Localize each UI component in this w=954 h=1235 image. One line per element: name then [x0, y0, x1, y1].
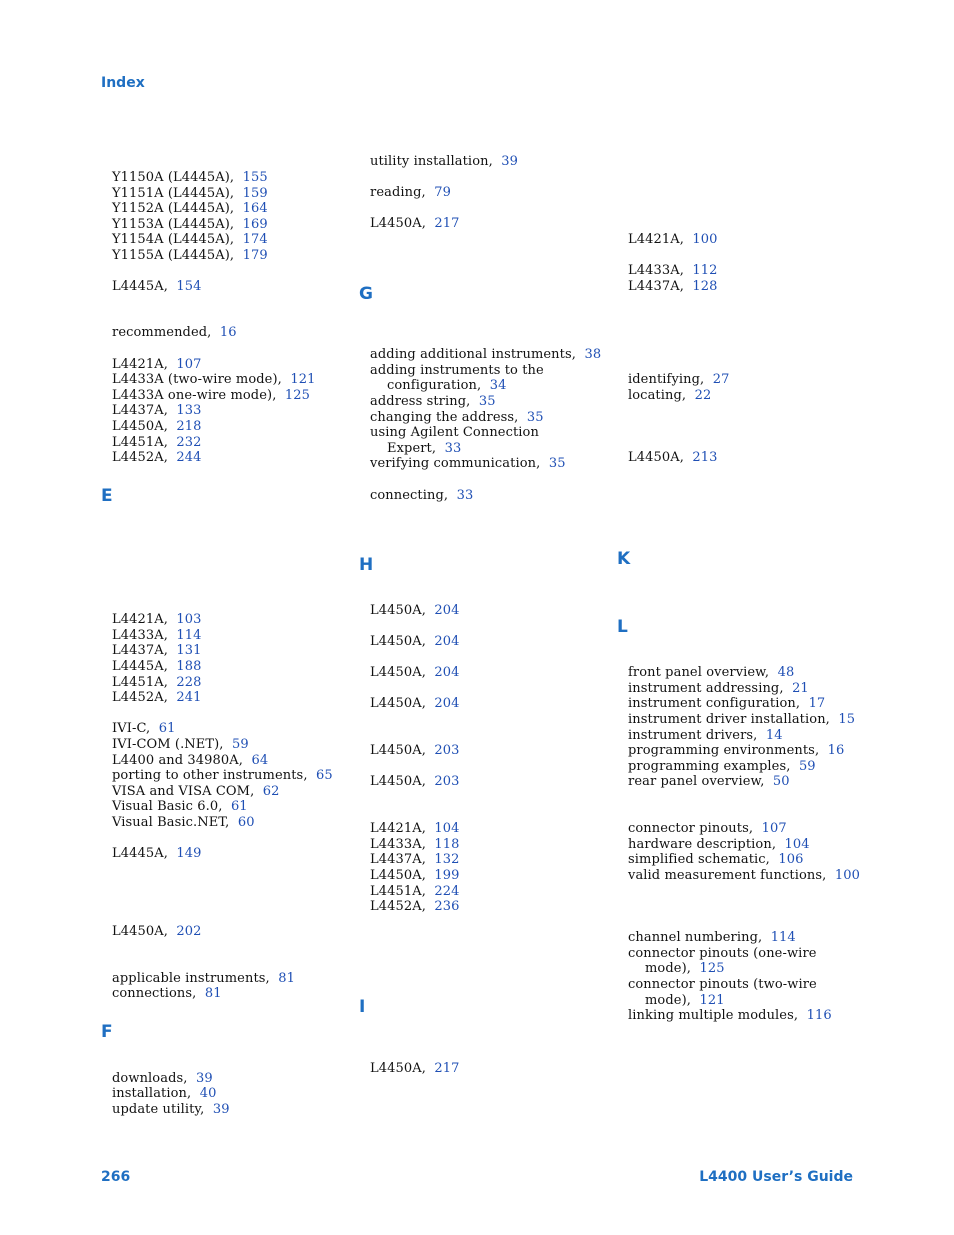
- index-entry: [112, 924, 202, 940]
- index-entry-text: installation,: [112, 1086, 192, 1101]
- page-link[interactable]: 21: [792, 681, 809, 696]
- index-entry: [112, 372, 315, 388]
- index-entry-text: L4437A,: [112, 643, 168, 658]
- index-entry-text: utility installation,: [370, 154, 493, 169]
- page-link[interactable]: 125: [284, 388, 311, 403]
- page-link[interactable]: 174: [242, 232, 268, 247]
- index-entry-text: front panel overview,: [628, 665, 770, 680]
- page-link[interactable]: 59: [232, 737, 249, 752]
- index-entry-text: L4421A,: [112, 612, 168, 627]
- index-entry: [370, 603, 460, 619]
- index-entry-text: L4421A,: [628, 232, 684, 247]
- index-entry: [112, 768, 333, 784]
- page-link[interactable]: 154: [176, 279, 202, 294]
- index-entry-text: Visual Basic.NET,: [112, 815, 230, 830]
- index-entry-text: adding instruments to the: [370, 363, 544, 378]
- index-entry: [370, 743, 460, 759]
- index-entry-text: L4450A,: [370, 868, 426, 883]
- index-entry: [370, 378, 506, 394]
- page-link[interactable]: 217: [434, 216, 460, 231]
- page-link[interactable]: 16: [827, 743, 845, 758]
- index-entry-text: L4450A,: [370, 696, 426, 711]
- page-link[interactable]: 65: [316, 768, 333, 783]
- page-link[interactable]: 81: [278, 971, 295, 986]
- index-entry: [370, 363, 544, 379]
- index-entry: [370, 488, 473, 504]
- page-link[interactable]: 104: [784, 837, 810, 852]
- page-link[interactable]: 35: [478, 394, 496, 409]
- index-entry: [370, 634, 460, 650]
- index-entry-text: Y1150A (L4445A),: [112, 170, 235, 185]
- index-entry-text: L4437A,: [370, 852, 426, 867]
- index-entry-text: update utility,: [112, 1102, 205, 1117]
- index-entry-text: IVI-C,: [112, 721, 151, 736]
- page-link[interactable]: 33: [456, 488, 474, 503]
- index-entry-text: L4450A,: [628, 450, 684, 465]
- index-entry-text: identifying,: [628, 372, 705, 387]
- index-entry-text: valid measurement functions,: [628, 868, 827, 883]
- index-entry-text: L4451A,: [370, 884, 426, 899]
- page-link[interactable]: 39: [195, 1071, 213, 1086]
- index-entry-text: using Agilent Connection: [370, 425, 539, 440]
- index-entry: [112, 403, 202, 419]
- index-entry-text: L4445A,: [112, 659, 168, 674]
- index-entry: [370, 216, 460, 232]
- index-entry-text: mode),: [645, 993, 691, 1008]
- page-link[interactable]: 204: [434, 696, 460, 711]
- page-link[interactable]: 232: [176, 435, 202, 450]
- index-entry-text: Y1155A (L4445A),: [112, 248, 235, 263]
- index-letter-l: L: [617, 617, 628, 637]
- index-entry: [628, 930, 796, 946]
- index-entry-text: Y1152A (L4445A),: [112, 201, 235, 216]
- index-entry: [370, 837, 460, 853]
- index-entry-text: changing the address,: [370, 410, 519, 425]
- page-link[interactable]: 203: [434, 743, 460, 758]
- index-entry: [628, 1008, 832, 1024]
- index-entry: [628, 743, 844, 759]
- page-link[interactable]: 204: [434, 665, 460, 680]
- index-entry: [370, 899, 460, 915]
- index-entry-text: applicable instruments,: [112, 971, 270, 986]
- page-link[interactable]: 114: [770, 930, 796, 945]
- index-entry-text: configuration,: [387, 378, 482, 393]
- page-link[interactable]: 125: [699, 961, 725, 976]
- page-link[interactable]: 149: [176, 846, 202, 861]
- page-link[interactable]: 169: [242, 217, 268, 232]
- index-entry: [370, 852, 460, 868]
- page-link[interactable]: 17: [808, 696, 826, 711]
- index-entry: [112, 170, 268, 186]
- index-entry: [628, 774, 790, 790]
- index-entry-text: connections,: [112, 986, 197, 1001]
- index-entry: [112, 612, 202, 628]
- index-entry-text: L4433A,: [628, 263, 684, 278]
- page-link[interactable]: 39: [501, 154, 519, 169]
- page-link[interactable]: 203: [434, 774, 460, 789]
- index-entry: [112, 1086, 216, 1102]
- index-entry: [628, 263, 718, 279]
- page-link[interactable]: 218: [176, 419, 202, 434]
- index-entry-text: L4400 and 34980A,: [112, 753, 244, 768]
- index-entry: [112, 435, 202, 451]
- index-entry: [112, 753, 268, 769]
- index-entry: [112, 325, 237, 341]
- index-entry: [628, 961, 725, 977]
- index-entry: [112, 186, 268, 202]
- page-link[interactable]: 79: [434, 185, 451, 200]
- page-link[interactable]: 106: [778, 852, 804, 867]
- index-entry: [112, 201, 268, 217]
- page-link[interactable]: 60: [237, 815, 255, 830]
- index-entry: [370, 1061, 460, 1077]
- page-link[interactable]: 228: [176, 675, 202, 690]
- index-entry: [370, 185, 451, 201]
- index-entry-text: L4452A,: [370, 899, 426, 914]
- index-entry-text: verifying communication,: [370, 456, 541, 471]
- index-entry-text: connector pinouts (two-wire: [628, 977, 817, 992]
- index-entry-text: L4421A,: [370, 821, 426, 836]
- index-letter-f: F: [101, 1022, 113, 1042]
- index-entry-text: L4433A (two-wire mode),: [112, 372, 282, 387]
- index-entry-text: IVI-COM (.NET),: [112, 737, 224, 752]
- page-link[interactable]: 236: [434, 899, 460, 914]
- index-entry: [112, 659, 202, 675]
- page-link[interactable]: 104: [434, 821, 460, 836]
- index-entry: [628, 993, 725, 1009]
- index-entry-text: L4450A,: [370, 603, 426, 618]
- index-entry-text: L4450A,: [370, 774, 426, 789]
- index-entry-text: reading,: [370, 185, 426, 200]
- index-entry-text: L4452A,: [112, 450, 168, 465]
- index-entry-text: L4450A,: [370, 665, 426, 680]
- index-entry-text: instrument configuration,: [628, 696, 801, 711]
- page-link[interactable]: 224: [434, 884, 460, 899]
- index-entry-text: L4450A,: [370, 1061, 426, 1076]
- index-entry: [370, 425, 539, 441]
- index-entry: [112, 357, 202, 373]
- page-link[interactable]: 164: [242, 201, 268, 216]
- page-link[interactable]: 121: [699, 993, 725, 1008]
- index-entry: [628, 372, 730, 388]
- page-link[interactable]: 204: [434, 634, 460, 649]
- index-entry: [112, 450, 202, 466]
- index-entry-text: L4450A,: [370, 216, 426, 231]
- index-entry: [370, 441, 461, 457]
- index-entry-text: L4421A,: [112, 357, 168, 372]
- index-entry: [628, 450, 718, 466]
- index-entry: [112, 815, 255, 831]
- index-entry: [370, 821, 460, 837]
- index-entry-text: L4445A,: [112, 279, 168, 294]
- index-entry: [628, 821, 787, 837]
- index-entry: [370, 347, 601, 363]
- page-link[interactable]: 114: [176, 628, 202, 643]
- page-link[interactable]: 155: [242, 170, 268, 185]
- page-link[interactable]: 241: [176, 690, 202, 705]
- index-entry: [112, 1102, 230, 1118]
- index-entry-text: address string,: [370, 394, 471, 409]
- index-entry-text: instrument drivers,: [628, 728, 758, 743]
- index-entry: [628, 868, 860, 884]
- page-link[interactable]: 35: [548, 456, 566, 471]
- index-entry-text: channel numbering,: [628, 930, 763, 945]
- page-link[interactable]: 14: [765, 728, 783, 743]
- index-entry: [112, 675, 202, 691]
- index-entry-text: rear panel overview,: [628, 774, 765, 789]
- index-entry: [112, 628, 202, 644]
- page-link[interactable]: 16: [219, 325, 237, 340]
- index-entry-text: Y1154A (L4445A),: [112, 232, 235, 247]
- index-entry-text: locating,: [628, 388, 687, 403]
- index-entry: [112, 690, 202, 706]
- page-link[interactable]: 244: [176, 450, 202, 465]
- page-link[interactable]: 27: [712, 372, 730, 387]
- page-link[interactable]: 48: [777, 665, 795, 680]
- index-entry-text: recommended,: [112, 325, 212, 340]
- index-entry: [112, 279, 202, 295]
- page-link[interactable]: 188: [176, 659, 202, 674]
- index-entry: [370, 665, 460, 681]
- index-entry-text: programming examples,: [628, 759, 791, 774]
- index-entry: [370, 410, 544, 426]
- index-entry: [112, 248, 268, 264]
- index-entry: [628, 681, 809, 697]
- index-entry: [370, 154, 518, 170]
- index-entry: [628, 946, 817, 962]
- page-link[interactable]: 199: [434, 868, 460, 883]
- page-link[interactable]: 33: [444, 441, 462, 456]
- index-entry-text: L4433A,: [370, 837, 426, 852]
- index-entry-text: connector pinouts (one-wire: [628, 946, 817, 961]
- index-entry-text: L4452A,: [112, 690, 168, 705]
- page-link[interactable]: 59: [798, 759, 816, 774]
- page-link[interactable]: 107: [761, 821, 787, 836]
- page-link[interactable]: 202: [176, 924, 202, 939]
- index-entry: [112, 1071, 213, 1087]
- page-link[interactable]: 112: [692, 263, 718, 278]
- page-link[interactable]: 50: [772, 774, 790, 789]
- index-entry-text: hardware description,: [628, 837, 777, 852]
- index-entry: [628, 665, 794, 681]
- index-entry-text: mode),: [645, 961, 691, 976]
- index-letter-k: K: [617, 549, 631, 569]
- page-link[interactable]: 103: [176, 612, 202, 627]
- index-entry: [112, 971, 295, 987]
- page-link[interactable]: 34: [489, 378, 507, 393]
- index-entry-text: adding additional instruments,: [370, 347, 576, 362]
- index-entry: [628, 279, 718, 295]
- index-entry: [628, 696, 825, 712]
- page-link[interactable]: 132: [434, 852, 460, 867]
- page-link[interactable]: 100: [834, 868, 860, 883]
- index-entry: [370, 394, 496, 410]
- index-letter-e: E: [101, 486, 113, 506]
- index-entry-text: Y1153A (L4445A),: [112, 217, 235, 232]
- page-link[interactable]: 131: [176, 643, 202, 658]
- index-entry-text: instrument addressing,: [628, 681, 784, 696]
- index-entry-text: porting to other instruments,: [112, 768, 308, 783]
- page-link[interactable]: 128: [692, 279, 718, 294]
- index-entry: [112, 737, 249, 753]
- index-letter-g: G: [359, 284, 373, 304]
- index-entry-text: L4450A,: [112, 924, 168, 939]
- index-entry: [112, 986, 222, 1002]
- index-entry-text: L4451A,: [112, 435, 168, 450]
- page-link[interactable]: 213: [692, 450, 718, 465]
- page-link[interactable]: 133: [176, 403, 202, 418]
- index-entry-text: L4445A,: [112, 846, 168, 861]
- index-entry: [628, 977, 817, 993]
- index-entry-text: L4433A one-wire mode),: [112, 388, 277, 403]
- guide-title: L4400 User’s Guide: [699, 1169, 853, 1185]
- index-entry: [628, 728, 783, 744]
- index-entry-text: downloads,: [112, 1071, 188, 1086]
- index-entry-text: L4450A,: [112, 419, 168, 434]
- index-letter-h: H: [359, 555, 374, 575]
- index-entry: [112, 217, 268, 233]
- page-link[interactable]: 118: [434, 837, 460, 852]
- index-entry: [370, 868, 460, 884]
- page-link[interactable]: 61: [158, 721, 176, 736]
- index-entry-text: linking multiple modules,: [628, 1008, 799, 1023]
- index-entry: [112, 643, 202, 659]
- page-link[interactable]: 64: [251, 753, 269, 768]
- page-link[interactable]: 15: [838, 712, 856, 727]
- index-entry: [628, 232, 718, 248]
- index-entry: [628, 837, 810, 853]
- page-link[interactable]: 38: [584, 347, 602, 362]
- page-number: 266: [101, 1169, 131, 1185]
- index-entry-text: connector pinouts,: [628, 821, 754, 836]
- page-link[interactable]: 81: [204, 986, 222, 1001]
- index-entry: [370, 774, 460, 790]
- page-link[interactable]: 40: [199, 1086, 217, 1101]
- page-link[interactable]: 35: [526, 410, 544, 425]
- index-entry-text: L4450A,: [370, 634, 426, 649]
- index-entry: [112, 799, 248, 815]
- index-entry-text: VISA and VISA COM,: [112, 784, 255, 799]
- index-entry: [628, 852, 804, 868]
- index-entry: [112, 388, 310, 404]
- index-entry-text: Y1151A (L4445A),: [112, 186, 235, 201]
- page-link[interactable]: 62: [262, 784, 280, 799]
- index-entry: [628, 759, 816, 775]
- index-entry: [112, 784, 280, 800]
- page-link[interactable]: 22: [694, 388, 712, 403]
- index-entry-text: L4437A,: [112, 403, 168, 418]
- index-entry-text: Visual Basic 6.0,: [112, 799, 223, 814]
- page-link[interactable]: 107: [176, 357, 202, 372]
- index-entry-text: simplified schematic,: [628, 852, 770, 867]
- index-entry: [628, 388, 711, 404]
- index-entry: [370, 696, 460, 712]
- index-entry: [628, 712, 855, 728]
- page-link[interactable]: 39: [212, 1102, 230, 1117]
- index-entry: [370, 884, 460, 900]
- index-entry: [112, 846, 202, 862]
- page-link[interactable]: 204: [434, 603, 460, 618]
- page-link[interactable]: 121: [290, 372, 316, 387]
- page-link[interactable]: 116: [806, 1008, 832, 1023]
- index-entry: [112, 721, 176, 737]
- index-entry-text: L4451A,: [112, 675, 168, 690]
- page-link[interactable]: 217: [434, 1061, 460, 1076]
- page-link[interactable]: 100: [692, 232, 718, 247]
- index-entry-text: Expert,: [387, 441, 437, 456]
- section-header: Index: [101, 75, 145, 91]
- page-link[interactable]: 61: [230, 799, 248, 814]
- index-letter-i: I: [359, 997, 366, 1017]
- index-entry-text: programming environments,: [628, 743, 820, 758]
- index-entry-text: L4450A,: [370, 743, 426, 758]
- page-link[interactable]: 159: [242, 186, 268, 201]
- index-entry-text: connecting,: [370, 488, 449, 503]
- index-entry-text: instrument driver installation,: [628, 712, 830, 727]
- index-entry: [112, 419, 202, 435]
- index-entry-text: L4433A,: [112, 628, 168, 643]
- page-link[interactable]: 179: [242, 248, 268, 263]
- index-entry-text: L4437A,: [628, 279, 684, 294]
- index-entry: [112, 232, 268, 248]
- index-entry: [370, 456, 566, 472]
